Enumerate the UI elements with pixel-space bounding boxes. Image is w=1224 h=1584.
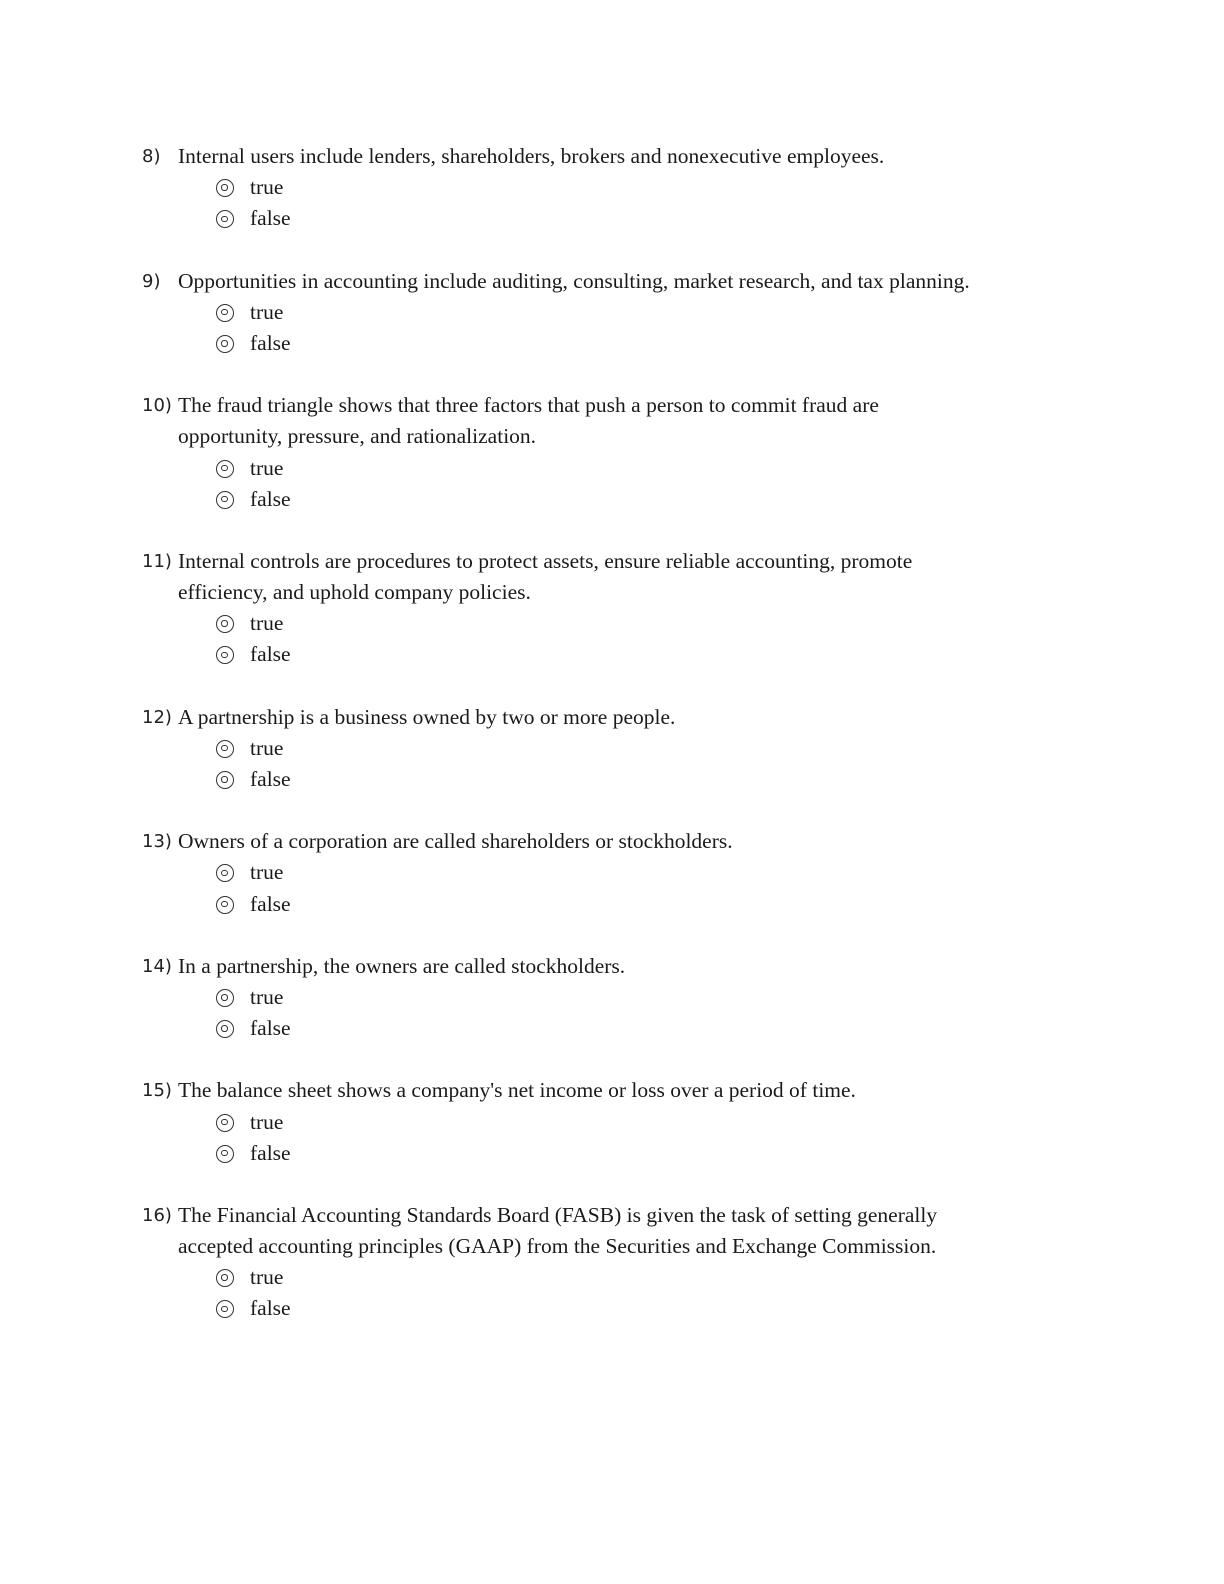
option-label: false [250,1140,291,1165]
option-false[interactable] [0,1138,1224,1169]
question-number: 14) [142,955,172,977]
option-label: false [250,486,291,511]
question-line [0,1200,1224,1231]
option-false[interactable] [0,1013,1224,1044]
option-true[interactable] [0,297,1224,328]
option-true[interactable] [0,172,1224,203]
option-label: true [250,611,284,636]
question-text: Opportunities in accounting include auditing, consulting, market research, and tax planning. [178,268,970,293]
question-12 [0,702,1224,796]
question-number: 13) [142,831,172,853]
quiz-page [0,141,1224,1356]
question-text: The fraud triangle shows that three factors that push a person to commit fraud are [178,393,879,418]
question-line [0,266,1224,297]
option-label: false [250,1016,291,1041]
option-false[interactable] [0,484,1224,515]
radio-button-icon[interactable] [216,989,234,1007]
question-number: 16) [142,1204,172,1226]
question-8 [0,141,1224,235]
question-line [0,951,1224,982]
option-true[interactable] [0,733,1224,764]
radio-button-icon[interactable] [216,460,234,478]
question-9 [0,266,1224,360]
question-text: Internal users include lenders, shareholders, brokers and nonexecutive employees. [178,144,885,168]
radio-button-icon[interactable] [216,740,234,758]
option-true[interactable] [0,1107,1224,1138]
question-line [0,1231,1224,1262]
option-true[interactable] [0,453,1224,484]
question-line [0,141,1224,172]
question-text-continued: efficiency, and uphold company policies. [178,580,531,605]
radio-button-icon[interactable] [216,771,234,789]
question-text: The Financial Accounting Standards Board (FASB) is given the task of setting generally [178,1202,938,1227]
question-14 [0,951,1224,1045]
option-false[interactable] [0,889,1224,920]
question-line [0,421,1224,452]
question-13 [0,826,1224,920]
question-line [0,1075,1224,1106]
question-text: Owners of a corporation are called shareholders or stockholders. [178,829,733,854]
radio-button-icon[interactable] [216,646,234,664]
option-false[interactable] [0,639,1224,670]
option-label: true [250,984,284,1009]
question-line [0,702,1224,733]
radio-button-icon[interactable] [216,615,234,633]
radio-button-icon[interactable] [216,1020,234,1038]
radio-button-icon[interactable] [216,335,234,353]
question-11 [0,546,1224,671]
radio-button-icon[interactable] [216,896,234,914]
option-label: true [250,175,284,200]
question-text-continued: accepted accounting principles (GAAP) from the Securities and Exchange Commission. [178,1234,937,1259]
option-label: true [250,1265,284,1290]
question-text-continued: opportunity, pressure, and rationalization. [178,424,537,449]
question-number: 8) [142,146,161,167]
question-16 [0,1200,1224,1325]
radio-button-icon[interactable] [216,1114,234,1132]
radio-button-icon[interactable] [216,1300,234,1318]
radio-button-icon[interactable] [216,210,234,228]
option-label: false [250,1296,291,1321]
radio-button-icon[interactable] [216,304,234,322]
question-text: Internal controls are procedures to protect assets, ensure reliable accounting, promote [178,548,913,573]
option-false[interactable] [0,764,1224,795]
question-text: A partnership is a business owned by two or more people. [178,704,676,729]
question-15 [0,1075,1224,1169]
option-label: false [250,642,291,667]
option-label: true [250,455,284,480]
option-label: true [250,1109,284,1134]
question-number: 15) [142,1080,172,1102]
question-line [0,546,1224,577]
question-number: 12) [142,706,172,728]
option-true[interactable] [0,608,1224,639]
question-line [0,390,1224,421]
radio-button-icon[interactable] [216,864,234,882]
question-number: 11) [142,550,172,572]
question-text: In a partnership, the owners are called stockholders. [178,953,626,978]
option-label: false [250,330,291,355]
option-true[interactable] [0,857,1224,888]
option-true[interactable] [0,1262,1224,1293]
question-number: 9) [142,270,161,292]
radio-button-icon[interactable] [216,179,234,197]
option-label: false [250,891,291,916]
question-text: The balance sheet shows a company's net income or loss over a period of time. [178,1078,856,1103]
question-10 [0,390,1224,515]
radio-button-icon[interactable] [216,1145,234,1163]
option-false[interactable] [0,328,1224,359]
option-label: true [250,860,284,885]
option-label: false [250,206,291,231]
option-label: false [250,767,291,791]
question-number: 10) [142,395,172,417]
radio-button-icon[interactable] [216,1269,234,1287]
option-label: true [250,299,284,324]
option-true[interactable] [0,982,1224,1013]
radio-button-icon[interactable] [216,491,234,509]
option-false[interactable] [0,203,1224,234]
question-line [0,826,1224,857]
option-label: true [250,735,284,760]
question-line [0,577,1224,608]
option-false[interactable] [0,1293,1224,1324]
